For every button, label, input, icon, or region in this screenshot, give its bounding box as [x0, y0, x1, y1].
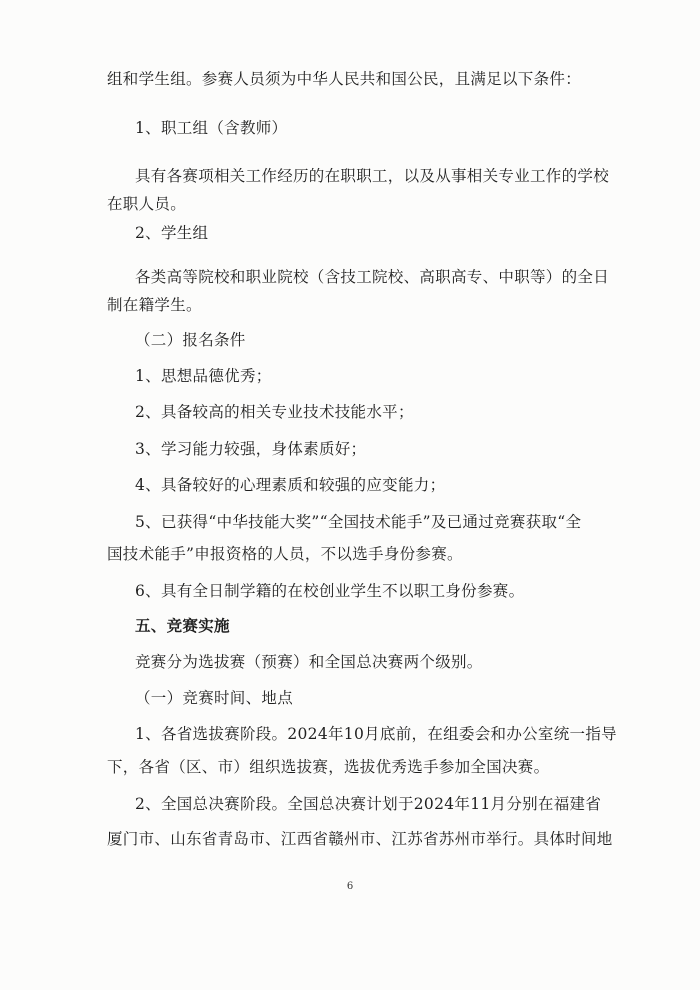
text-line-1: 组和学生组。参赛人员须为中华人民共和国公民，且满足以下条件： [107, 70, 582, 88]
text-line-7: 制在籍学生。 [107, 296, 202, 314]
text-line-11: 3、学习能力较强，身体素质好； [135, 440, 367, 458]
text-line-9: 1、思想品德优秀； [135, 367, 272, 385]
text-line-19: 1、各省选拔赛阶段。2024年10月底前，在组委会和办公室统一指导 [135, 725, 617, 743]
text-line-22: 厦门市、山东省青岛市、江西省赣州市、江苏省苏州市举行。具体时间地 [107, 830, 613, 848]
text-line-13: 5、已获得“中华技能大奖”“全国技术能手”及已通过竞赛获取“全 [135, 513, 582, 531]
text-line-5: 2、学生组 [135, 224, 209, 242]
text-line-20: 下，各省（区、市）组织选拔赛，选拔优秀选手参加全国决赛。 [107, 758, 550, 776]
text-line-18: （一）竞赛时间、地点 [135, 689, 294, 707]
text-line-3: 具有各赛项相关工作经历的在职职工，以及从事相关专业工作的学校 [135, 167, 610, 185]
text-line-6: 各类高等院校和职业院校（含技工院校、高职高专、中职等）的全日 [135, 268, 610, 286]
text-line-14: 国技术能手”申报资格的人员，不以选手身份参赛。 [107, 545, 463, 563]
text-line-12: 4、具备较好的心理素质和较强的应变能力； [135, 476, 446, 494]
text-line-21: 2、全国总决赛阶段。全国总决赛计划于2024年11月分别在福建省 [135, 795, 602, 813]
text-line-10: 2、具备较高的相关专业技术技能水平； [135, 403, 414, 421]
text-line-17: 竞赛分为选拔赛（预赛）和全国总决赛两个级别。 [135, 653, 483, 671]
section-heading: 五、竞赛实施 [135, 616, 230, 635]
text-line-4: 在职人员。 [107, 195, 187, 213]
page-number: 6 [346, 881, 354, 892]
text-line-8: （二）报名条件 [135, 331, 246, 349]
text-line-2: 1、职工组（含教师） [135, 119, 288, 137]
text-line-15: 6、具有全日制学籍的在校创业学生不以职工身份参赛。 [135, 582, 525, 600]
